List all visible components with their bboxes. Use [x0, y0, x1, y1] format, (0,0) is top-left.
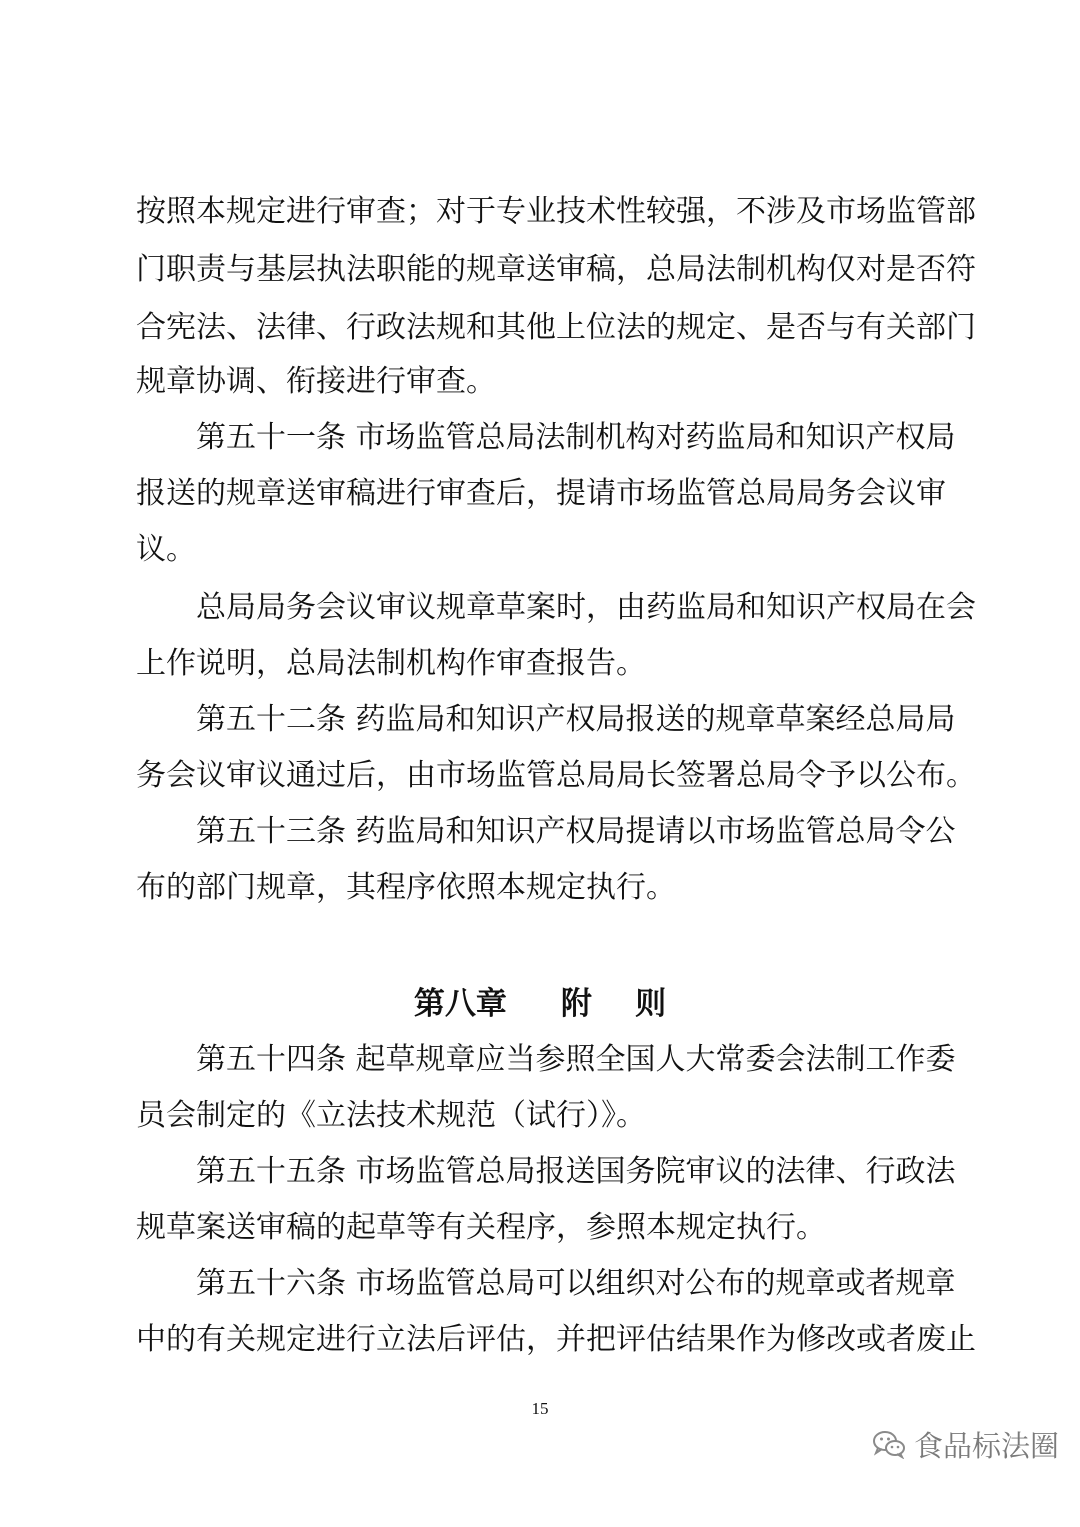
text-line: 按照本规定进行审查；对于专业技术性较强，不涉及市场监管部 — [136, 194, 976, 229]
page-number: 15 — [531, 1399, 549, 1418]
article-56-line: 第五十六条 市场监管总局可以组织对公布的规章或者规章 — [196, 1266, 956, 1301]
article-51-line: 第五十一条 市场监管总局法制机构对药监局和知识产权局 — [196, 420, 956, 455]
text-line: 布的部门规章，其程序依照本规定执行。 — [136, 870, 676, 905]
text-line: 议。 — [136, 532, 196, 567]
chapter-number: 第八章 — [413, 986, 507, 1022]
text-line: 规草案送审稿的起草等有关程序，参照本规定执行。 — [136, 1210, 826, 1245]
wechat-icon — [872, 1429, 906, 1459]
watermark — [872, 1424, 1059, 1464]
text-line: 总局局务会议审议规章草案时，由药监局和知识产权局在会 — [196, 590, 976, 625]
article-55-line: 第五十五条 市场监管总局报送国务院审议的法律、行政法 — [196, 1154, 956, 1189]
text-line: 规章协调、衔接进行审查。 — [136, 364, 496, 399]
chapter-title: 附 则 — [560, 986, 667, 1022]
text-line: 务会议审议通过后，由市场监管总局局长签署总局令予以公布。 — [136, 758, 976, 793]
chapter-heading — [0, 982, 1080, 1026]
watermark-text: 食品标法圈 — [914, 1428, 1060, 1463]
text-line: 上作说明，总局法制机构作审查报告。 — [136, 646, 646, 681]
article-53-line: 第五十三条 药监局和知识产权局提请以市场监管总局令公 — [196, 814, 956, 849]
article-52-line: 第五十二条 药监局和知识产权局报送的规章草案经总局局 — [196, 702, 956, 737]
text-line: 中的有关规定进行立法后评估，并把评估结果作为修改或者废止 — [136, 1322, 976, 1357]
text-line: 报送的规章送审稿进行审查后，提请市场监管总局局务会议审 — [136, 476, 946, 511]
text-line: 员会制定的《立法技术规范（试行）》。 — [136, 1098, 646, 1133]
article-54-line: 第五十四条 起草规章应当参照全国人大常委会法制工作委 — [196, 1042, 956, 1077]
text-line: 门职责与基层执法职能的规章送审稿，总局法制机构仅对是否符 — [136, 252, 976, 287]
text-line: 合宪法、法律、行政法规和其他上位法的规定、是否与有关部门 — [136, 310, 976, 345]
